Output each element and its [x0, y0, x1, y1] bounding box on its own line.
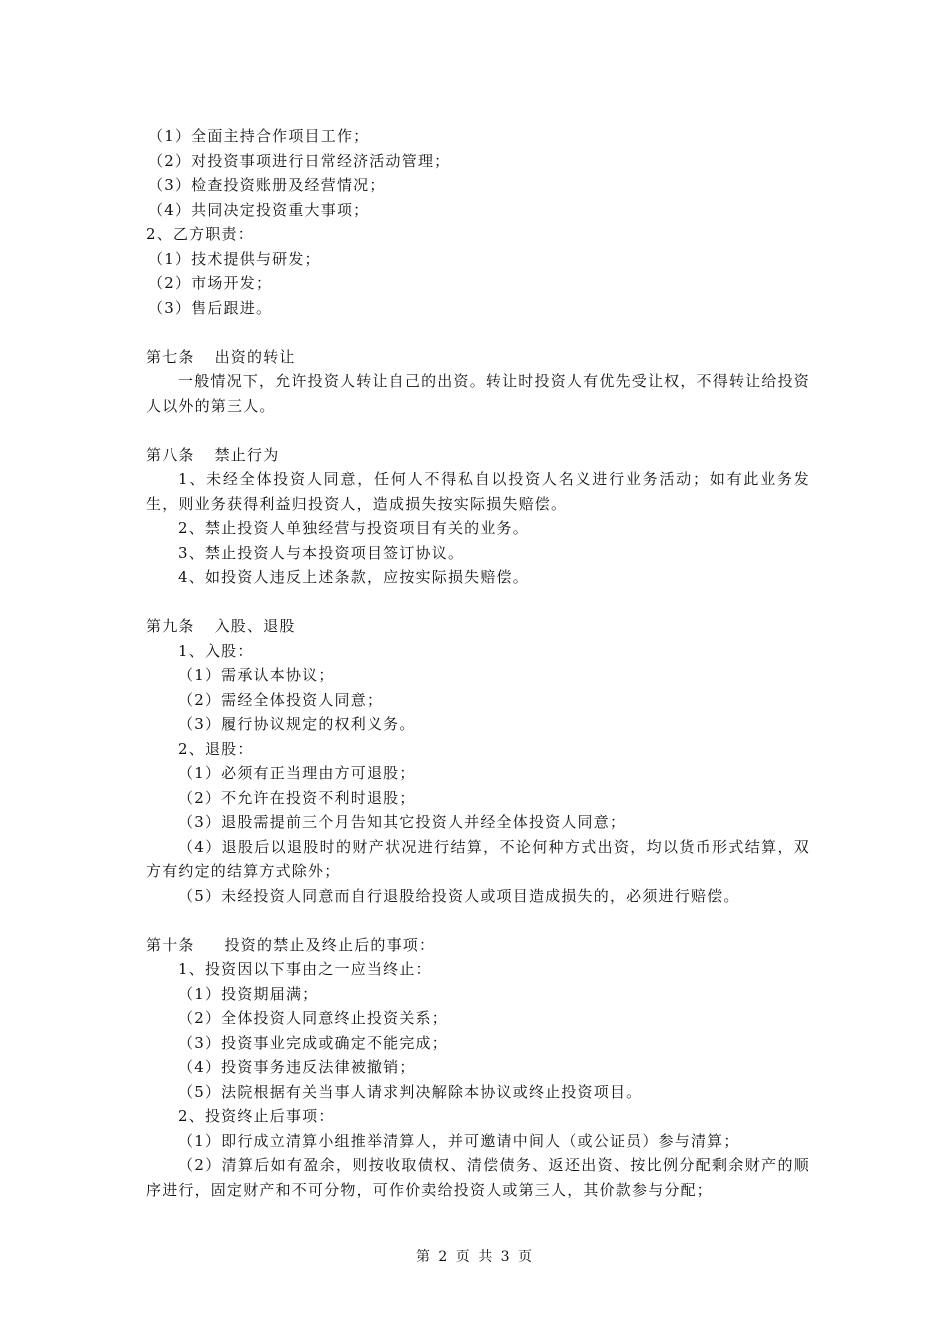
exit-heading: 2、退股： [178, 739, 254, 758]
article-8-item: 2、禁止投资人单独经营与投资项目有关的业务。 [178, 519, 529, 537]
party-b-heading: 2、乙方职责： [146, 225, 254, 243]
list-item: （4）共同决定投资重大事项； [148, 200, 370, 219]
article-number: 第七条 [146, 347, 195, 366]
list-item: （3）售后跟进。 [148, 298, 273, 317]
list-item: （5）法院根据有关当事人请求判决解除本协议或终止投资项目。 [178, 1082, 643, 1101]
list-item: （2）全体投资人同意终止投资关系； [178, 1009, 448, 1027]
article-8-item: 4、如投资人违反上述条款，应按实际损失赔偿。 [178, 568, 529, 586]
article-7-heading [146, 345, 810, 370]
article-title: 入股、退股 [214, 617, 296, 635]
article-8-item: 3、禁止投资人与本投资项目签订协议。 [178, 543, 465, 562]
list-item: （2）市场开发； [148, 274, 273, 292]
list-item: （5）未经投资人同意而自行退股给投资人或项目造成损失的，必须进行赔偿。 [178, 886, 740, 905]
page-number-footer: 第 2 页 共 3 页 [415, 1249, 535, 1265]
article-title: 出资的转让 [214, 347, 296, 366]
list-item: （2）需经全体投资人同意； [178, 690, 384, 709]
article-number: 第十条 [146, 935, 195, 954]
list-item: （3）退股需提前三个月告知其它投资人并经全体投资人同意； [178, 813, 627, 831]
article-8-heading [146, 443, 810, 468]
article-9-heading [146, 614, 810, 639]
list-item: （1）需承认本协议； [178, 666, 335, 684]
list-item: （1）投资期届满； [178, 984, 319, 1003]
list-item: （3）履行协议规定的权利义务。 [178, 715, 416, 733]
list-item: （2）对投资事项进行日常经济活动管理； [148, 151, 451, 170]
list-item: （2）清算后如有盈余，则按收取债权、清偿债务、返还出资、按比例分配剩余财产的顺序进行，固定财产和不可分物，可作价卖给投资人或第三人，其价款参与分配； [146, 1156, 810, 1199]
list-item: （1）即行成立清算小组推举清算人，并可邀请中间人（或公证员）参与清算； [178, 1131, 740, 1150]
join-heading: 1、入股： [178, 641, 254, 660]
termination-heading: 1、投资因以下事由之一应当终止： [178, 960, 432, 978]
article-10-heading [146, 933, 810, 958]
after-termination-heading: 2、投资终止后事项： [178, 1107, 335, 1125]
list-item: （1）技术提供与研发； [148, 249, 321, 268]
list-item: （2）不允许在投资不利时退股； [178, 788, 416, 807]
article-8-item: 1、未经全体投资人同意，任何人不得私自以投资人名义进行业务活动；如有此业务发生，则业务获得利益归投资人，造成损失按实际损失赔偿。 [146, 470, 810, 513]
article-number: 第九条 [146, 617, 195, 635]
list-item: （4）投资事务违反法律被撤销； [178, 1058, 416, 1076]
article-number: 第八条 [146, 445, 195, 464]
article-7-body: 一般情况下，允许投资人转让自己的出资。转让时投资人有优先受让权，不得转让给投资人以外的第三人。 [146, 372, 810, 415]
list-item: （3）投资事业完成或确定不能完成； [178, 1033, 448, 1052]
article-title: 禁止行为 [214, 445, 280, 464]
document-body [146, 124, 810, 1202]
article-title: 投资的禁止及终止后的事项： [224, 935, 436, 954]
list-item: （1）全面主持合作项目工作； [148, 127, 370, 145]
list-item: （1）必须有正当理由方可退股； [178, 764, 416, 782]
list-item: （3）检查投资账册及经营情况； [148, 176, 386, 194]
list-item: （4）退股后以退股时的财产状况进行结算，不论何种方式出资，均以货币形式结算，双方有约定的结算方式除外； [146, 837, 810, 880]
